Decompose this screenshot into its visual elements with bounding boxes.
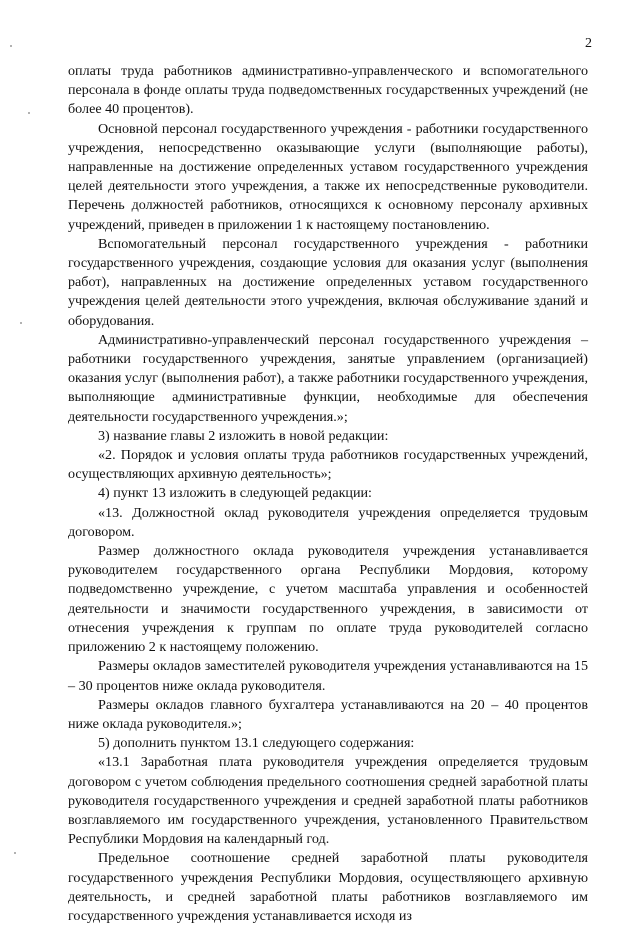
paragraph-chief-accountant-salary: Размеры окладов главного бухгалтера устанавливаются на 20 – 40 процентов ниже оклада руководителя.»; (68, 696, 588, 732)
chapter-2-title: «2. Порядок и условия оплаты труда работников государственных учреждений, осуществляющих архивную деятельность»; (68, 447, 588, 483)
scan-speck (20, 322, 22, 324)
clause-13-text: «13. Должностной оклад руководителя учреждения определяется трудовым договором. (68, 504, 588, 540)
scan-speck (14, 852, 16, 854)
paragraph-main-staff: Основной персонал государственного учреждения - работники государственного учреждения, непосредственно оказывающие услуги (выполняющие работы), направленные на достижение определенных уставом государственного учреждения целей деятельности этого учреждения, а также их непосредственные руководители. Перечень должностей работников, относящихся к основному персоналу архивных учреждений, приведен в приложении 1 к настоящему постановлению. (68, 120, 588, 233)
paragraph-payroll-share: оплаты труда работников административно-управленческого и вспомогательного персонала в фонде оплаты труда подведомственных государственных учреждений (не более 40 процентов). (68, 63, 588, 118)
paragraph-salary-ratio: Предельное соотношение средней заработной платы руководителя государственного учреждения Республики Мордовия, осуществляющего архивную деятельность, и средней заработной платы работников возглавляемого им государственного учреждения устанавливается исходя из (68, 850, 588, 924)
scan-speck (10, 45, 12, 47)
paragraph-support-staff: Вспомогательный персонал государственного учреждения - работники государственного учреждения, создающие условия для оказания услуг (выполнения работ), направленных на достижение определенных уставом государственного учреждения целей деятельности этого учреждения, включая обслуживание зданий и оборудования. (68, 235, 588, 329)
paragraph-head-salary: Размер должностного оклада руководителя учреждения устанавливается руководителем государственного органа Республики Мордовия, которому подведомственно учреждение, с учетом масштаба управления и особенностей деятельности и значимости государственного учреждения, в зависимости от отнесения учреждения к группам по оплате труда руководителей согласно приложению 2 к настоящему положению. (68, 543, 588, 656)
amendment-item-4: 4) пункт 13 изложить в следующей редакции: (98, 485, 372, 502)
amendment-item-3: 3) название главы 2 изложить в новой редакции: (98, 427, 389, 444)
page-number: 2 (585, 36, 592, 51)
amendment-item-5: 5) дополнить пунктом 13.1 следующего содержания: (98, 735, 415, 752)
clause-13-1-text: «13.1 Заработная плата руководителя учреждения определяется трудовым договором с учетом соблюдения предельного соотношения средней заработной платы руководителя государственного учреждения и средней заработной платы работников возглавляемого им государственного учреждения, установленного Правительством Республики Мордовия на календарный год. (68, 754, 588, 848)
document-body (68, 62, 588, 926)
scan-speck (28, 112, 30, 114)
paragraph-admin-staff: Административно-управленческий персонал государственного учреждения – работники государственного учреждения, занятые управлением (организацией) оказания услуг (выполнения работ), а также работники государственного учреждения, выполняющие административные функции, необходимые для обеспечения деятельности государственного учреждения.»; (68, 331, 588, 425)
paragraph-deputy-salary: Размеры окладов заместителей руководителя учреждения устанавливаются на 15 – 30 процентов ниже оклада руководителя. (68, 658, 588, 694)
